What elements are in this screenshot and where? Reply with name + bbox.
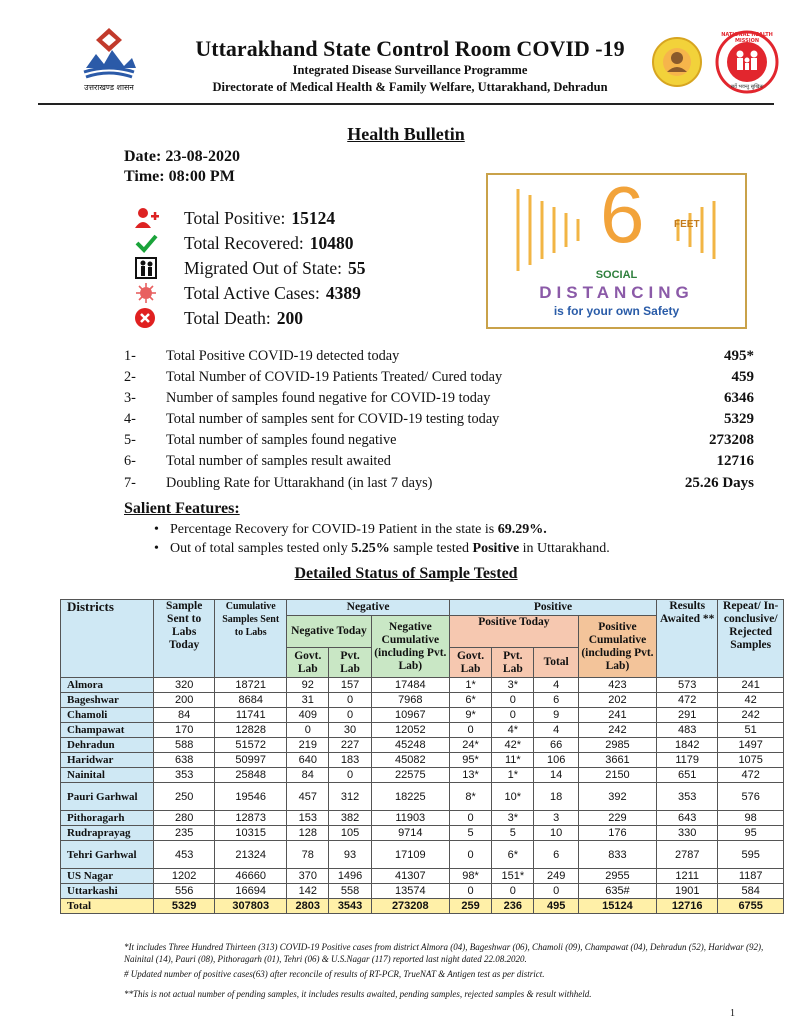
table-cell: 4* — [492, 723, 534, 738]
bulletin-time: Time: 08:00 PM — [124, 168, 235, 185]
table-row — [61, 783, 784, 811]
table-cell: 11903 — [371, 811, 449, 826]
table-cell: 11* — [492, 753, 534, 768]
table-cell: 472 — [718, 768, 784, 783]
table-cell: 6* — [449, 693, 491, 708]
table-cell: 241 — [718, 678, 784, 693]
table-cell: 1211 — [657, 869, 718, 884]
col-negative-cumulative: Negative Cumulative (including Pvt. Lab) — [371, 616, 449, 678]
stat-label: Total Positive: — [184, 207, 286, 228]
district-name: Nainital — [61, 768, 154, 783]
district-name: Uttarkashi — [61, 884, 154, 899]
footnote-double-asterisk: **This is not actual number of pending samples, it includes results awaited, pending samples, rejected samples & result withheld. — [124, 989, 592, 999]
check-icon — [134, 232, 160, 254]
table-cell: 638 — [154, 753, 215, 768]
table-cell: 151* — [492, 869, 534, 884]
col-pos-total: Total — [534, 648, 578, 678]
stat-value: 15124 — [291, 207, 336, 228]
table-cell: 236 — [492, 899, 534, 914]
stat-value: 4389 — [325, 282, 361, 303]
district-name: Chamoli — [61, 708, 154, 723]
table-cell: 10* — [492, 783, 534, 811]
table-cell: 183 — [329, 753, 371, 768]
col-positive: Positive — [449, 600, 656, 616]
social-distancing-poster — [486, 170, 747, 329]
table-cell: 13574 — [371, 884, 449, 899]
stat-label: Migrated Out of State: — [184, 257, 342, 278]
stat-value: 200 — [276, 307, 303, 328]
col-cumulative: Cumulative Samples Sent to Labs — [215, 600, 287, 678]
table-cell: 153 — [287, 811, 329, 826]
table-cell: 457 — [287, 783, 329, 811]
table-cell: 46660 — [215, 869, 287, 884]
col-repeat: Repeat/ In-conclusive/ Rejected Samples — [718, 600, 784, 678]
table-cell: 42* — [492, 738, 534, 753]
district-name: Almora — [61, 678, 154, 693]
table-cell: 353 — [154, 768, 215, 783]
table-cell: 1* — [492, 768, 534, 783]
table-cell: 22575 — [371, 768, 449, 783]
table-cell: 423 — [578, 678, 656, 693]
header-subtitle-programme: Integrated Disease Surveillance Programme — [292, 63, 528, 77]
person-plus-icon — [134, 207, 160, 229]
col-negative: Negative — [287, 600, 450, 616]
table-cell: 1901 — [657, 884, 718, 899]
table-cell: 95 — [718, 826, 784, 841]
bulletin-date: Date: 23-08-2020 — [124, 148, 240, 165]
district-name: Pauri Garhwal — [61, 783, 154, 811]
table-cell: 291 — [657, 708, 718, 723]
national-health-mission-logo — [715, 30, 779, 94]
col-pos-govt-lab: Govt. Lab — [449, 648, 491, 678]
table-cell: 1202 — [154, 869, 215, 884]
table-cell: 483 — [657, 723, 718, 738]
table-cell: 1496 — [329, 869, 371, 884]
bulletin-item: 3- Number of samples found negative for COVID-19 today 6346 — [124, 390, 754, 406]
table-cell: 41307 — [371, 869, 449, 884]
table-cell: 5 — [449, 826, 491, 841]
table-row — [61, 869, 784, 884]
district-name: Dehradun — [61, 738, 154, 753]
table-row — [61, 738, 784, 753]
table-cell: 25848 — [215, 768, 287, 783]
table-row — [61, 708, 784, 723]
table-cell: 219 — [287, 738, 329, 753]
table-cell: 235 — [154, 826, 215, 841]
stat-label: Total Recovered: — [184, 232, 304, 253]
district-name: Tehri Garhwal — [61, 841, 154, 869]
bulletin-item: 6- Total number of samples result awaited 12716 — [124, 453, 754, 469]
table-cell: 1179 — [657, 753, 718, 768]
footnote-hash: # Updated number of positive cases(63) after reconcile of results of RT-PCR, TrueNAT & Antigen test as per district. — [124, 969, 545, 979]
table-cell: 1842 — [657, 738, 718, 753]
table-cell: 3543 — [329, 899, 371, 914]
table-cell: 157 — [329, 678, 371, 693]
col-neg-pvt-lab: Pvt. Lab — [329, 648, 371, 678]
stat-migrated — [134, 256, 365, 280]
table-cell: 30 — [329, 723, 371, 738]
table-cell: 453 — [154, 841, 215, 869]
district-name: Bageshwar — [61, 693, 154, 708]
table-cell: 229 — [578, 811, 656, 826]
table-cell: 6 — [534, 693, 578, 708]
table-cell: 2150 — [578, 768, 656, 783]
page-number: 1 — [730, 1008, 735, 1019]
sample-status-table — [60, 599, 784, 914]
table-cell: 392 — [578, 783, 656, 811]
table-cell: 249 — [534, 869, 578, 884]
table-cell: 18721 — [215, 678, 287, 693]
table-cell: 0 — [534, 884, 578, 899]
table-cell: 5 — [492, 826, 534, 841]
footnote-asterisk: *It includes Three Hundred Thirteen (313) COVID-19 Positive cases from district Almora (04), Bageshwar (06), Chamoli (09), Champawat (04), Dehradun (52), Haridwar (92), Nainital (14), Pauri (08), Pithoragarh (01), Tehri (06) & U.S.Nagar (117) reported last night dated 22.08.2020. — [124, 942, 764, 964]
table-cell: 12828 — [215, 723, 287, 738]
x-circle-icon — [134, 307, 160, 329]
table-cell: 15124 — [578, 899, 656, 914]
table-cell: 307803 — [215, 899, 287, 914]
table-cell: 635# — [578, 884, 656, 899]
table-cell: 98* — [449, 869, 491, 884]
col-neg-govt-lab: Govt. Lab — [287, 648, 329, 678]
table-cell: 42 — [718, 693, 784, 708]
table-total-row — [61, 899, 784, 914]
table-cell: 106 — [534, 753, 578, 768]
table-cell: 643 — [657, 811, 718, 826]
stat-total-death — [134, 306, 303, 330]
table-cell: 9* — [449, 708, 491, 723]
table-cell: 0 — [449, 884, 491, 899]
salient-bullet: • Out of total samples tested only 5.25% sample tested Positive in Uttarakhand. — [170, 541, 610, 557]
table-cell: 0 — [287, 723, 329, 738]
table-cell: 0 — [492, 884, 534, 899]
table-cell: 833 — [578, 841, 656, 869]
table-cell: 651 — [657, 768, 718, 783]
table-cell: 45082 — [371, 753, 449, 768]
table-cell: 595 — [718, 841, 784, 869]
table-cell: 1075 — [718, 753, 784, 768]
nhm-subtext: सर्वे भवन्तु सुखिनः — [730, 84, 764, 90]
table-cell: 576 — [718, 783, 784, 811]
bulletin-item: 4- Total number of samples sent for COVID-19 testing today 5329 — [124, 411, 754, 427]
table-cell: 10315 — [215, 826, 287, 841]
table-cell: 8684 — [215, 693, 287, 708]
table-cell: 31 — [287, 693, 329, 708]
table-cell: 2803 — [287, 899, 329, 914]
table-cell: 3* — [492, 678, 534, 693]
district-name: Haridwar — [61, 753, 154, 768]
table-cell: 6 — [534, 841, 578, 869]
header-divider — [38, 103, 774, 105]
table-cell: 84 — [287, 768, 329, 783]
table-cell: 0 — [492, 708, 534, 723]
table-row — [61, 811, 784, 826]
col-negative-today: Negative Today — [287, 616, 372, 648]
stat-active-cases — [134, 281, 361, 305]
district-name: Pithoragarh — [61, 811, 154, 826]
table-cell: 0 — [449, 841, 491, 869]
table-cell: 4 — [534, 678, 578, 693]
table-cell: 12716 — [657, 899, 718, 914]
table-cell: 95* — [449, 753, 491, 768]
table-cell: 280 — [154, 811, 215, 826]
table-cell: 84 — [154, 708, 215, 723]
virus-icon — [134, 282, 160, 304]
table-cell: 17484 — [371, 678, 449, 693]
table-cell: 2787 — [657, 841, 718, 869]
poster-number: 6 — [600, 170, 645, 259]
table-cell: 241 — [578, 708, 656, 723]
table-cell: 588 — [154, 738, 215, 753]
poster-line3: is for your own Safety — [553, 304, 680, 318]
stat-value: 55 — [347, 257, 366, 278]
table-cell: 9714 — [371, 826, 449, 841]
table-cell: 640 — [287, 753, 329, 768]
poster-line2: DISTANCING — [539, 283, 694, 302]
table-cell: 24* — [449, 738, 491, 753]
table-cell: 259 — [449, 899, 491, 914]
table-row — [61, 678, 784, 693]
table-cell: 584 — [718, 884, 784, 899]
table-cell: 14 — [534, 768, 578, 783]
bulletin-item: 2- Total Number of COVID-19 Patients Treated/ Cured today 459 — [124, 369, 754, 385]
stat-value: 10480 — [309, 232, 354, 253]
awareness-badge-logo — [651, 36, 703, 88]
nhm-text: NATIONAL HEALTH MISSION — [721, 32, 773, 44]
table-cell: 0 — [329, 768, 371, 783]
table-row — [61, 826, 784, 841]
table-cell: 1* — [449, 678, 491, 693]
table-cell: 51 — [718, 723, 784, 738]
table-row — [61, 723, 784, 738]
table-row — [61, 768, 784, 783]
table-cell: 200 — [154, 693, 215, 708]
table-cell: 382 — [329, 811, 371, 826]
table-cell: 18 — [534, 783, 578, 811]
table-cell: 202 — [578, 693, 656, 708]
bulletin-title: Health Bulletin — [347, 124, 465, 144]
table-cell: 227 — [329, 738, 371, 753]
table-cell: 242 — [578, 723, 656, 738]
table-cell: 1187 — [718, 869, 784, 884]
salient-bullet: • Percentage Recovery for COVID-19 Patient in the state is 69.29%. — [170, 522, 547, 538]
stat-label: Total Active Cases: — [184, 282, 320, 303]
table-cell: 12873 — [215, 811, 287, 826]
table-cell: 0 — [329, 693, 371, 708]
table-title: Detailed Status of Sample Tested — [294, 565, 518, 582]
table-cell: 10967 — [371, 708, 449, 723]
table-cell: 2985 — [578, 738, 656, 753]
table-cell: 17109 — [371, 841, 449, 869]
col-results-awaited: Results Awaited ** — [657, 600, 718, 678]
district-name: Total — [61, 899, 154, 914]
table-cell: 330 — [657, 826, 718, 841]
table-cell: 98 — [718, 811, 784, 826]
table-cell: 0 — [492, 693, 534, 708]
table-cell: 556 — [154, 884, 215, 899]
table-cell: 573 — [657, 678, 718, 693]
col-sample-today: Sample Sent to Labs Today — [154, 600, 215, 678]
table-cell: 50997 — [215, 753, 287, 768]
bulletin-item: 5- Total number of samples found negative 273208 — [124, 432, 754, 448]
table-cell: 4 — [534, 723, 578, 738]
col-pos-pvt-lab: Pvt. Lab — [492, 648, 534, 678]
table-cell: 2955 — [578, 869, 656, 884]
table-cell: 66 — [534, 738, 578, 753]
table-cell: 472 — [657, 693, 718, 708]
stat-total-recovered — [134, 231, 354, 255]
table-cell: 3661 — [578, 753, 656, 768]
page-title: Uttarakhand State Control Room COVID -19 — [195, 36, 625, 61]
table-cell: 312 — [329, 783, 371, 811]
table-cell: 93 — [329, 841, 371, 869]
table-cell: 1497 — [718, 738, 784, 753]
table-cell: 250 — [154, 783, 215, 811]
table-cell: 370 — [287, 869, 329, 884]
district-name: Champawat — [61, 723, 154, 738]
table-cell: 13* — [449, 768, 491, 783]
col-positive-today: Positive Today — [449, 616, 578, 648]
col-districts: Districts — [61, 600, 154, 678]
table-cell: 10 — [534, 826, 578, 841]
uttarakhand-govt-logo — [72, 24, 146, 96]
table-cell: 495 — [534, 899, 578, 914]
table-cell: 170 — [154, 723, 215, 738]
table-cell: 51572 — [215, 738, 287, 753]
table-cell: 409 — [287, 708, 329, 723]
table-cell: 128 — [287, 826, 329, 841]
table-cell: 558 — [329, 884, 371, 899]
table-cell: 6* — [492, 841, 534, 869]
table-cell: 8* — [449, 783, 491, 811]
stat-total-positive — [134, 206, 335, 230]
table-cell: 7968 — [371, 693, 449, 708]
header-subtitle-directorate: Directorate of Medical Health & Family Welfare, Uttarakhand, Dehradun — [212, 80, 608, 94]
salient-features-title: Salient Features: — [124, 500, 240, 517]
table-row — [61, 884, 784, 899]
district-name: US Nagar — [61, 869, 154, 884]
table-cell: 0 — [449, 811, 491, 826]
table-cell: 3 — [534, 811, 578, 826]
table-cell: 5329 — [154, 899, 215, 914]
table-cell: 353 — [657, 783, 718, 811]
stat-label: Total Death: — [184, 307, 271, 328]
table-cell: 3* — [492, 811, 534, 826]
col-positive-cumulative: Positive Cumulative (including Pvt. Lab) — [578, 616, 656, 678]
table-cell: 11741 — [215, 708, 287, 723]
table-cell: 16694 — [215, 884, 287, 899]
table-cell: 21324 — [215, 841, 287, 869]
table-row — [61, 753, 784, 768]
table-cell: 176 — [578, 826, 656, 841]
table-cell: 45248 — [371, 738, 449, 753]
bulletin-item: 1- Total Positive COVID-19 detected today 495* — [124, 348, 754, 364]
district-name: Rudraprayag — [61, 826, 154, 841]
bulletin-item: 7- Doubling Rate for Uttarakhand (in last 7 days) 25.26 Days — [124, 475, 754, 491]
table-cell: 320 — [154, 678, 215, 693]
table-cell: 19546 — [215, 783, 287, 811]
migrate-icon — [134, 257, 160, 279]
table-cell: 105 — [329, 826, 371, 841]
table-cell: 6755 — [718, 899, 784, 914]
table-cell: 242 — [718, 708, 784, 723]
table-cell: 0 — [329, 708, 371, 723]
table-cell: 92 — [287, 678, 329, 693]
logo-left-caption: उत्तराखण्ड शासन — [84, 83, 134, 92]
table-cell: 9 — [534, 708, 578, 723]
table-cell: 142 — [287, 884, 329, 899]
table-row — [61, 841, 784, 869]
poster-line1: SOCIAL — [595, 269, 638, 281]
poster-unit: FEET — [674, 219, 700, 230]
table-cell: 0 — [449, 723, 491, 738]
table-row — [61, 693, 784, 708]
table-cell: 78 — [287, 841, 329, 869]
table-cell: 273208 — [371, 899, 449, 914]
table-cell: 18225 — [371, 783, 449, 811]
table-cell: 12052 — [371, 723, 449, 738]
